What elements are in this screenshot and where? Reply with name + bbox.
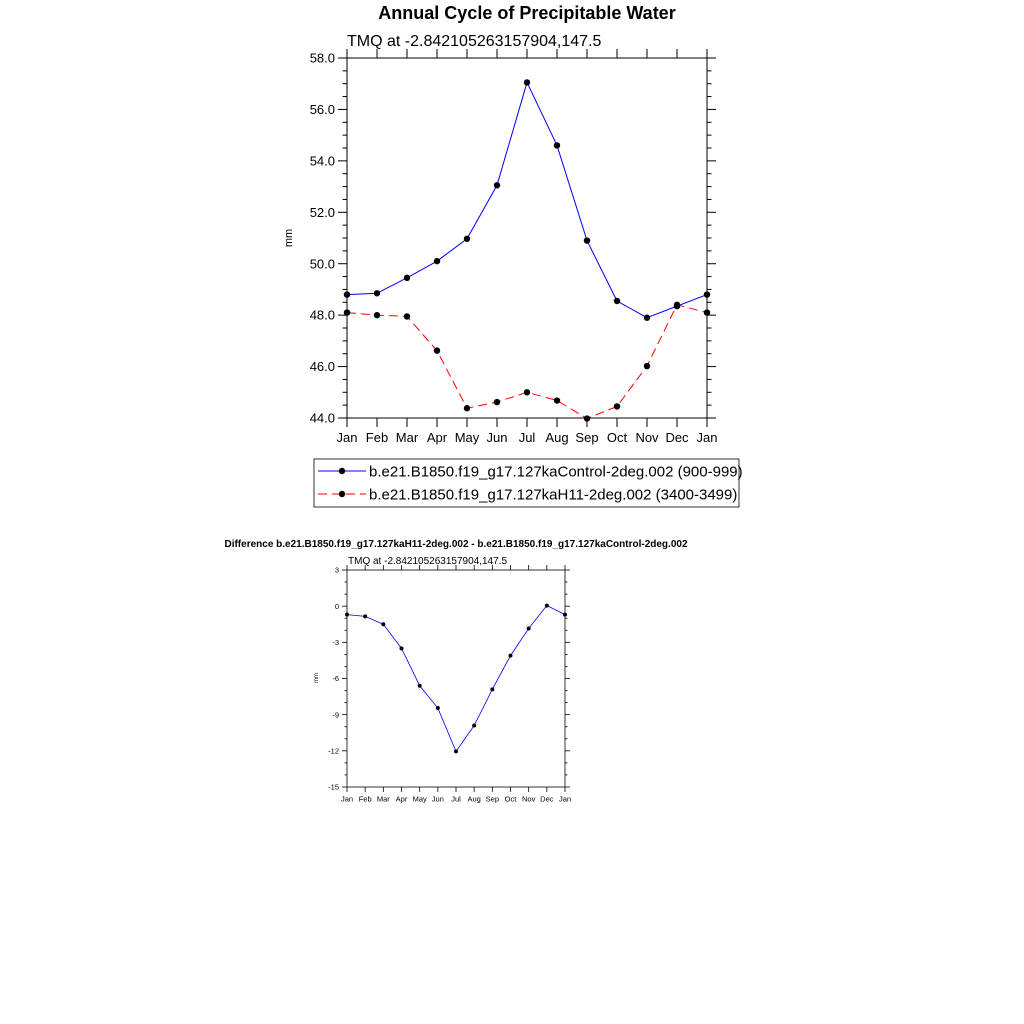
x-tick-labels (341, 795, 571, 804)
chart-title: Difference b.e21.B1850.f19_g17.127kaH11-2deg.002 - b.e21.B1850.f19_g17.127kaControl-2deg.002 (224, 539, 688, 550)
y-tick-label: 54.0 (309, 153, 335, 169)
data-point (472, 724, 476, 728)
legend-label: b.e21.B1850.f19_g17.127kaH11-2deg.002 (3400-3499) (369, 486, 738, 504)
x-tick-label: Nov (635, 430, 659, 445)
data-point (584, 237, 590, 243)
data-point (363, 614, 367, 618)
series-group (344, 79, 710, 421)
data-point (404, 313, 410, 319)
y-tick-label: 52.0 (309, 204, 335, 220)
data-point (527, 626, 531, 630)
chart-subtitle: TMQ at -2.842105263157904,147.5 (347, 33, 602, 50)
x-tick-label: Mar (376, 794, 390, 804)
difference-chart (224, 539, 687, 804)
data-point (381, 622, 385, 626)
x-tick-label: May (412, 794, 427, 804)
x-tick-label: Jan (696, 430, 718, 445)
x-tick-label: Oct (606, 430, 628, 445)
data-point (563, 613, 567, 617)
data-point (524, 79, 530, 85)
y-tick-label: -9 (332, 710, 339, 720)
y-tick-label: 3 (334, 565, 339, 575)
x-tick-label: Jan (340, 794, 354, 804)
legend-marker (339, 491, 345, 497)
x-tick-label: Oct (504, 794, 517, 804)
series-line (347, 606, 565, 752)
data-point (434, 347, 440, 353)
data-point (554, 397, 560, 403)
x-tick-label: May (454, 430, 480, 445)
x-tick-label: Mar (395, 430, 419, 445)
x-tick-label: Aug (545, 430, 569, 445)
data-point (490, 687, 494, 691)
y-tick-labels (310, 51, 335, 426)
y-axis-label: mm (283, 228, 295, 248)
x-tick-label: Jul (518, 430, 536, 445)
data-point (418, 684, 422, 688)
data-point (524, 389, 530, 395)
data-point (345, 613, 349, 617)
y-tick-label: 50.0 (309, 256, 335, 272)
y-tick-label: 0 (334, 601, 339, 611)
data-point (434, 258, 440, 264)
y-tick-label: 56.0 (309, 101, 335, 117)
x-tick-label: Jun (431, 794, 444, 804)
data-point (644, 315, 650, 321)
data-point (644, 363, 650, 369)
x-tick-label: Jul (451, 794, 461, 804)
y-tick-label: -12 (328, 746, 339, 756)
data-point (454, 749, 458, 753)
y-tick-labels (328, 566, 339, 792)
x-tick-label: Jun (486, 430, 508, 445)
data-point (436, 706, 440, 710)
y-tick-label: 58.0 (309, 50, 335, 66)
data-point (464, 405, 470, 411)
data-point (509, 654, 513, 658)
legend-label: b.e21.B1850.f19_g17.127kaControl-2deg.002 (900-999) (369, 463, 743, 481)
y-tick-label: 44.0 (309, 410, 335, 426)
chart-title: Annual Cycle of Precipitable Water (378, 3, 676, 23)
data-point (704, 291, 710, 297)
data-point (584, 415, 590, 421)
y-tick-label: 48.0 (309, 307, 335, 323)
data-point (464, 236, 470, 242)
x-tick-label: Sep (485, 794, 500, 804)
legend (314, 459, 743, 507)
series-line (347, 305, 707, 419)
data-point (344, 309, 350, 315)
x-tick-label: Dec (665, 430, 689, 445)
x-tick-label: Aug (467, 794, 481, 804)
data-point (400, 646, 404, 650)
plot-frame (347, 570, 565, 787)
x-tick-label: Jan (336, 430, 358, 445)
x-tick-label: Jan (558, 794, 572, 804)
data-point (674, 302, 680, 308)
y-tick-label: -3 (332, 637, 339, 647)
data-point (374, 312, 380, 318)
data-point (554, 142, 560, 148)
data-point (704, 309, 710, 315)
x-tick-label: Feb (365, 430, 389, 445)
x-tick-label: Dec (540, 794, 554, 804)
x-tick-label: Apr (426, 430, 448, 445)
axis-ticks (342, 565, 570, 792)
series-group (345, 604, 567, 754)
y-tick-label: 46.0 (309, 359, 335, 375)
data-point (494, 182, 500, 188)
y-tick-label: -15 (328, 782, 339, 792)
legend-marker (339, 468, 345, 474)
x-tick-label: Feb (358, 794, 372, 804)
annual-cycle-chart (283, 3, 743, 507)
plot-frame (347, 58, 707, 418)
x-tick-labels (337, 430, 718, 445)
axis-ticks (338, 49, 716, 427)
x-tick-label: Nov (521, 794, 536, 804)
data-point (494, 399, 500, 405)
data-point (344, 291, 350, 297)
data-point (614, 403, 620, 409)
series-line (347, 82, 707, 317)
y-axis-label: mm (314, 673, 320, 683)
y-tick-label: -6 (332, 674, 339, 684)
data-point (545, 604, 549, 608)
data-point (614, 298, 620, 304)
data-point (374, 290, 380, 296)
x-tick-label: Sep (575, 430, 599, 445)
chart-subtitle: TMQ at -2.842105263157904,147.5 (348, 556, 508, 567)
x-tick-label: Apr (395, 794, 408, 804)
data-point (404, 275, 410, 281)
